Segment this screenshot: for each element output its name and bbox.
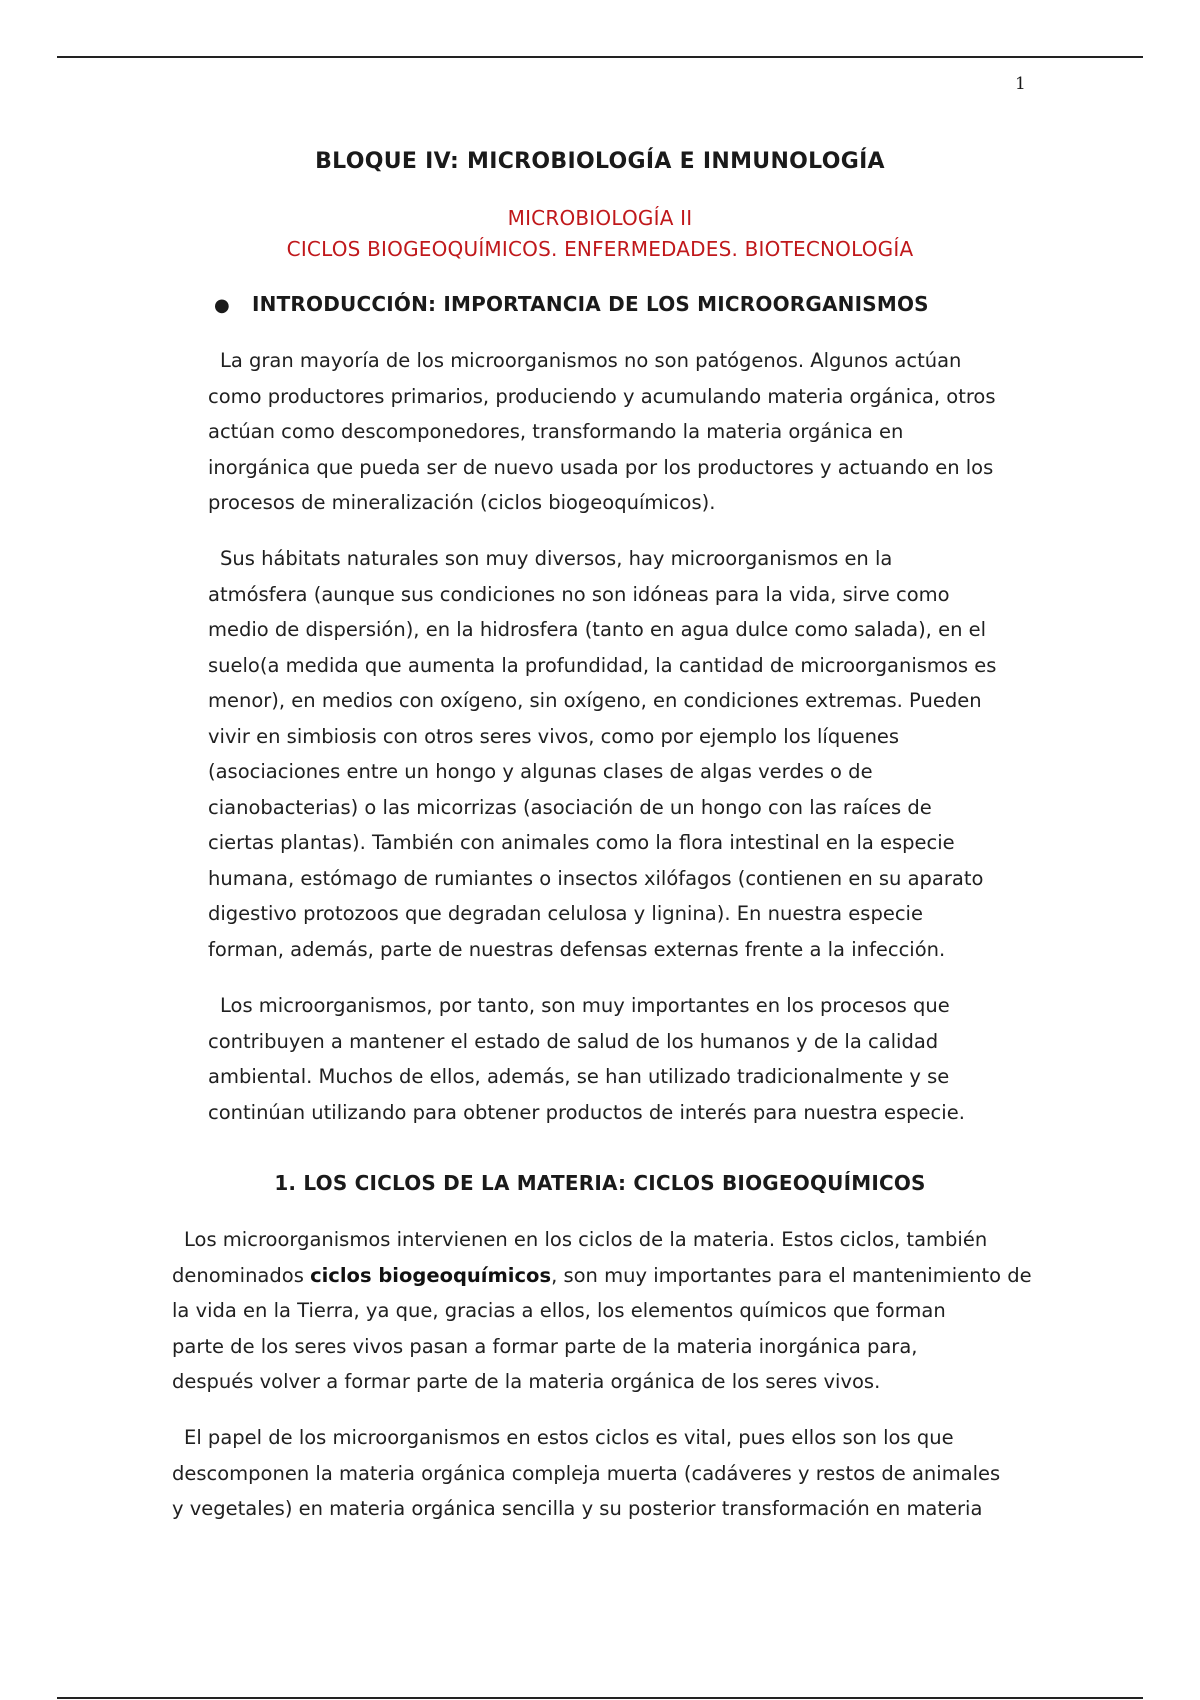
text-line: actúan como descomponedores, transformando la materia orgánica en [208, 420, 904, 443]
text-line: vivir en simbiosis con otros seres vivos, como por ejemplo los líquenes [208, 724, 900, 748]
text-fragment: , son muy importantes para el mantenimiento de [551, 1263, 1032, 1287]
text-line: parte de los seres vivos pasan a formar parte de la materia inorgánica para, [172, 1334, 918, 1358]
text-line [172, 1258, 1032, 1294]
intro-heading-text: INTRODUCCIÓN: IMPORTANCIA DE LOS MICROORGANISMOS [252, 292, 929, 316]
text-line: (asociaciones entre un hongo y algunas clases de algas verdes o de [208, 760, 873, 783]
text-line: Sus hábitats naturales son muy diversos, hay microorganismos en la [220, 547, 893, 570]
section-1-paragraph-1 [172, 1222, 1032, 1400]
text-line: Los microorganismos, por tanto, son muy importantes en los procesos que [220, 994, 950, 1017]
text-line: digestivo protozoos que degradan celulosa y lignina). En nuestra especie [208, 902, 923, 925]
text-line: después volver a formar parte de la materia orgánica de los seres vivos. [172, 1370, 881, 1393]
document-title: BLOQUE IV: MICROBIOLOGÍA E INMUNOLOGÍA [315, 149, 885, 174]
text-line: medio de dispersión), en la hidrosfera (tanto en agua dulce como salada), en el [208, 618, 987, 641]
text-line: atmósfera (aunque sus condiciones no son idóneas para la vida, sirve como [208, 582, 950, 606]
intro-paragraph-3 [208, 988, 965, 1130]
text-line: inorgánica que pueda ser de nuevo usada por los productores y actuando en los [208, 455, 994, 479]
text-line: humana, estómago de rumiantes o insectos xilófagos (contienen en su aparato [208, 866, 984, 890]
text-line: ciertas plantas). También con animales como la flora intestinal en la especie [208, 831, 955, 854]
text-line: cianobacterias) o las micorrizas (asociación de un hongo con las raíces de [208, 795, 932, 819]
intro-paragraph-2 [208, 541, 996, 967]
text-line: suelo(a medida que aumenta la profundidad, la cantidad de microorganismos es [208, 653, 997, 677]
text-fragment: denominados [172, 1263, 311, 1287]
text-line: y vegetales) en materia orgánica sencilla y su posterior transformación en materia [172, 1497, 983, 1520]
page-number: 1 [1015, 74, 1026, 94]
bottom-rule [57, 1697, 1143, 1699]
text-line: como productores primarios, produciendo y acumulando materia orgánica, otros [208, 384, 996, 408]
subtitle-topics: CICLOS BIOGEOQUÍMICOS. ENFERMEDADES. BIOTECNOLOGÍA [286, 237, 914, 261]
section-1-paragraph-2 [172, 1420, 1000, 1527]
text-line: procesos de mineralización (ciclos biogeoquímicos). [208, 491, 716, 514]
text-line: descomponen la materia orgánica compleja muerta (cadáveres y restos de animales [172, 1461, 1001, 1485]
intro-paragraph-1 [208, 343, 996, 521]
text-line: forman, además, parte de nuestras defensas externas frente a la infección. [208, 937, 946, 961]
text-line: continúan utilizando para obtener productos de interés para nuestra especie. [208, 1100, 965, 1124]
text-line: El papel de los microorganismos en estos ciclos es vital, pues ellos son los que [184, 1426, 954, 1449]
intro-heading [214, 292, 929, 316]
text-line: ambiental. Muchos de ellos, además, se han utilizado tradicionalmente y se [208, 1065, 950, 1088]
text-line: contribuyen a mantener el estado de salud de los humanos y de la calidad [208, 1029, 939, 1053]
top-rule [57, 56, 1143, 58]
text-line: La gran mayoría de los microorganismos no son patógenos. Algunos actúan [220, 349, 962, 372]
bold-term: ciclos biogeoquímicos [310, 1263, 552, 1287]
text-line: Los microorganismos intervienen en los ciclos de la materia. Estos ciclos, también [184, 1228, 988, 1251]
bullet-icon: ● [214, 295, 230, 316]
text-line: menor), en medios con oxígeno, sin oxígeno, en condiciones extremas. Pueden [208, 689, 982, 712]
subtitle-microbiologia: MICROBIOLOGÍA II [507, 206, 693, 230]
section-1-heading: 1. LOS CICLOS DE LA MATERIA: CICLOS BIOGEOQUÍMICOS [274, 1171, 926, 1195]
text-line: la vida en la Tierra, ya que, gracias a ellos, los elementos químicos que forman [172, 1299, 946, 1322]
